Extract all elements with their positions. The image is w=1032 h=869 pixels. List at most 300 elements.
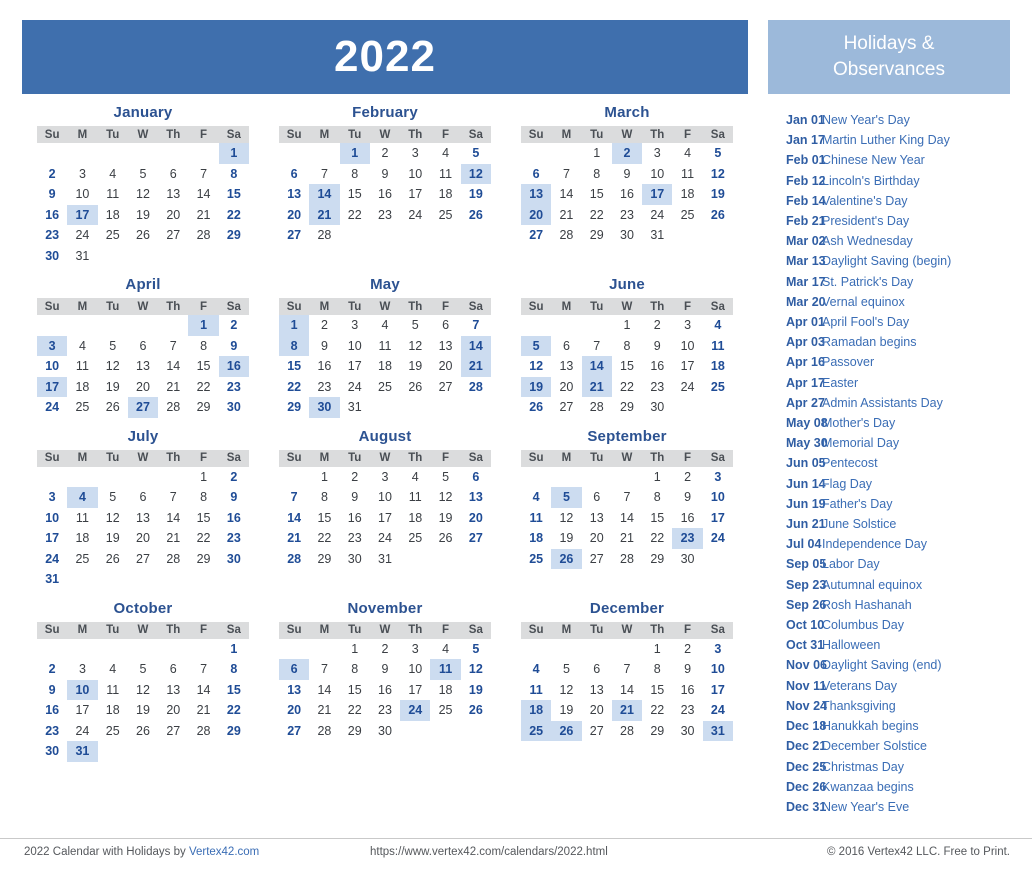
day-cell: 19 (468, 187, 483, 202)
day-cell: 16 (226, 510, 241, 525)
footer-vertex-link[interactable]: Vertex42.com (188, 846, 260, 858)
day-cell: 16 (347, 510, 362, 525)
day-cell: 9 (381, 166, 389, 181)
weekday-header-cell: M (309, 450, 339, 467)
week-row (279, 205, 491, 226)
weekday-header-cell: Su (37, 126, 67, 143)
weekday-header-cell: Tu (582, 622, 612, 639)
weekday-header-cell: F (188, 622, 218, 639)
day-cell: 7 (593, 338, 601, 353)
weekday-header-cell: F (188, 298, 218, 315)
day-cell: 16 (680, 510, 695, 525)
day-cell-holiday: 20 (521, 205, 551, 226)
page-footer (0, 838, 1032, 869)
day-cell: 4 (109, 662, 117, 677)
week-row (279, 639, 491, 660)
day-cell: 31 (378, 551, 392, 566)
day-cell: 24 (680, 379, 695, 394)
weekday-header-cell: Tu (98, 622, 128, 639)
day-cell: 9 (320, 338, 328, 353)
day-cell: 10 (408, 662, 423, 677)
day-cell-empty (461, 397, 491, 418)
holiday-name: April Fool's Day (822, 315, 910, 330)
day-cell-holiday: 2 (612, 143, 642, 164)
holiday-date: Nov 11 (786, 678, 827, 693)
day-cell: 2 (381, 641, 389, 656)
day-cell-empty (128, 639, 158, 660)
day-cell-holiday: 4 (67, 487, 97, 508)
month-table (279, 298, 491, 418)
day-cell: 15 (226, 682, 241, 697)
day-cell: 27 (287, 723, 302, 738)
month-title: April (125, 276, 161, 293)
holiday-date: Jan 17 (786, 133, 825, 148)
day-cell-empty (461, 225, 491, 246)
holiday-name: Independence Day (822, 537, 927, 552)
month-inner (37, 600, 249, 762)
day-cell: 24 (650, 207, 665, 222)
week-row (37, 659, 249, 680)
weekday-header-cell: Su (279, 298, 309, 315)
day-cell: 26 (529, 400, 544, 415)
day-cell: 6 (593, 662, 601, 677)
day-cell: 15 (226, 187, 241, 202)
holiday-name: President's Day (822, 214, 910, 229)
day-cell: 3 (714, 469, 722, 484)
weekday-header-cell: W (128, 126, 158, 143)
day-cell-empty (158, 315, 188, 336)
day-cell: 27 (287, 228, 302, 243)
week-row (37, 315, 249, 336)
day-cell: 6 (532, 166, 540, 181)
day-cell-empty (672, 225, 702, 246)
day-cell: 30 (680, 551, 695, 566)
week-row (279, 721, 491, 742)
weekday-header-cell: W (128, 298, 158, 315)
day-cell: 5 (109, 338, 117, 353)
day-cell-holiday: 12 (461, 164, 491, 185)
day-cell: 1 (200, 469, 208, 484)
day-cell: 2 (230, 469, 238, 484)
week-row (37, 205, 249, 226)
weekday-header-cell: Tu (582, 126, 612, 143)
day-cell: 23 (347, 531, 362, 546)
day-cell: 8 (230, 166, 238, 181)
week-row (521, 508, 733, 529)
day-cell-empty (400, 721, 430, 742)
day-cell: 10 (75, 187, 90, 202)
month-block (264, 104, 506, 266)
day-cell-holiday: 1 (219, 143, 249, 164)
holiday-date: Dec 21 (786, 739, 827, 754)
month-title: November (347, 599, 423, 617)
day-cell: 21 (166, 379, 181, 394)
holiday-name: Christmas Day (822, 759, 904, 774)
holiday-name: Easter (822, 375, 859, 390)
day-cell: 20 (589, 531, 604, 546)
weekday-header-cell: Sa (461, 622, 491, 639)
day-cell-holiday: 23 (672, 528, 702, 549)
holiday-name: Ramadan begins (822, 335, 917, 350)
day-cell-holiday: 16 (219, 356, 249, 377)
calendar-panel (22, 20, 748, 762)
month-block (264, 428, 506, 590)
day-cell: 22 (347, 207, 362, 222)
day-cell: 21 (559, 207, 574, 222)
weekday-header-cell: M (67, 126, 97, 143)
day-cell: 21 (620, 531, 634, 546)
month-block (264, 276, 506, 418)
day-cell: 27 (438, 379, 453, 394)
day-cell: 18 (438, 682, 453, 697)
day-cell: 26 (408, 379, 423, 394)
day-cell: 26 (468, 207, 483, 222)
holiday-name: New Year's Eve (822, 799, 910, 814)
week-row (521, 467, 733, 488)
day-cell-empty (430, 549, 460, 570)
day-cell-empty (461, 721, 491, 742)
day-cell: 4 (714, 318, 722, 333)
weekday-header-row (37, 622, 249, 639)
month-title: January (113, 104, 173, 121)
day-cell: 18 (378, 359, 392, 374)
day-cell-holiday: 31 (67, 741, 97, 762)
day-cell-holiday: 14 (582, 356, 612, 377)
day-cell: 7 (623, 662, 631, 677)
footer-copyright: © 2016 Vertex42 LLC. Free to Print. (827, 846, 1010, 858)
day-cell: 19 (559, 531, 574, 546)
holiday-date: Feb 12 (786, 173, 826, 188)
weekday-header-cell: Sa (219, 450, 249, 467)
day-cell: 20 (136, 531, 150, 546)
day-cell: 23 (45, 228, 60, 243)
holiday-row (768, 373, 1010, 393)
day-cell: 14 (287, 510, 302, 525)
holiday-date: Mar 17 (786, 274, 826, 289)
day-cell: 27 (166, 723, 181, 738)
day-cell: 25 (529, 551, 544, 566)
day-cell: 14 (196, 187, 211, 202)
weekday-header-cell: Su (279, 450, 309, 467)
day-cell: 5 (109, 490, 117, 505)
weekday-header-cell: Su (37, 298, 67, 315)
day-cell-empty (128, 143, 158, 164)
week-row (37, 246, 249, 267)
day-cell: 22 (650, 703, 665, 718)
week-row (279, 315, 491, 336)
day-cell: 8 (320, 490, 328, 505)
day-cell-empty (430, 721, 460, 742)
weekday-header-cell: W (612, 298, 642, 315)
holidays-header (768, 20, 1010, 94)
day-cell-empty (279, 639, 309, 660)
day-cell: 30 (680, 723, 695, 738)
day-cell-empty (703, 549, 733, 570)
day-cell: 25 (680, 207, 695, 222)
weekday-header-cell: M (309, 126, 339, 143)
weekday-header-cell: Su (279, 126, 309, 143)
day-cell-empty (430, 225, 460, 246)
day-cell-holiday: 24 (400, 700, 430, 721)
day-cell: 16 (650, 359, 665, 374)
month-inner (521, 428, 733, 570)
weekday-header-cell: Th (400, 450, 430, 467)
day-cell: 12 (105, 359, 120, 374)
month-title: August (358, 427, 412, 445)
day-cell: 29 (196, 400, 211, 415)
day-cell: 13 (136, 359, 150, 374)
day-cell-holiday: 25 (521, 721, 551, 742)
day-cell: 23 (45, 723, 60, 738)
day-cell: 30 (347, 551, 362, 566)
day-cell: 28 (287, 551, 302, 566)
holiday-row (768, 736, 1010, 756)
day-cell-empty (309, 639, 339, 660)
week-row (521, 143, 733, 164)
day-cell: 31 (75, 248, 90, 263)
day-cell-empty (219, 741, 249, 762)
weekday-header-cell: Th (158, 622, 188, 639)
day-cell: 26 (468, 703, 483, 718)
day-cell: 10 (45, 359, 60, 374)
weekday-header-cell: Tu (98, 126, 128, 143)
day-cell: 15 (317, 510, 332, 525)
quarter-row (22, 428, 748, 590)
month-block (22, 104, 264, 266)
day-cell: 4 (109, 166, 117, 181)
month-block (22, 428, 264, 590)
day-cell: 1 (623, 318, 631, 333)
day-cell-empty (400, 397, 430, 418)
holiday-row (768, 393, 1010, 413)
holiday-name: St. Patrick's Day (822, 274, 914, 289)
weekday-header-cell: Tu (98, 450, 128, 467)
weekday-header-cell: M (67, 298, 97, 315)
month-block (22, 600, 264, 762)
weekday-header-row (521, 126, 733, 143)
day-cell: 5 (139, 166, 147, 181)
day-cell: 23 (226, 531, 241, 546)
weekday-header-cell: Tu (340, 622, 370, 639)
day-cell: 21 (287, 531, 302, 546)
day-cell: 15 (620, 359, 634, 374)
weekday-header-row (37, 298, 249, 315)
day-cell: 5 (411, 318, 419, 333)
week-row (37, 164, 249, 185)
day-cell-holiday: 14 (461, 336, 491, 357)
month-inner (279, 276, 491, 418)
week-row (37, 569, 249, 590)
day-cell: 6 (472, 469, 480, 484)
day-cell-holiday: 21 (309, 205, 339, 226)
day-cell: 2 (48, 662, 56, 677)
holiday-name: Kwanzaa begins (822, 779, 914, 794)
weekday-header-cell: W (370, 450, 400, 467)
day-cell: 15 (650, 682, 665, 697)
day-cell: 25 (75, 551, 90, 566)
weekday-header-cell: Tu (340, 126, 370, 143)
month-title: May (370, 276, 400, 293)
day-cell: 12 (136, 682, 150, 697)
week-row (279, 467, 491, 488)
holidays-title-line1: Holidays & (843, 33, 935, 54)
week-row (521, 336, 733, 357)
day-cell-empty (188, 639, 218, 660)
week-row (37, 549, 249, 570)
weekday-header-cell: Th (158, 298, 188, 315)
month-inner (521, 600, 733, 742)
holiday-date: Sep 23 (786, 577, 827, 592)
week-row (521, 356, 733, 377)
month-title: February (352, 104, 418, 121)
month-inner (521, 276, 733, 418)
day-cell: 1 (653, 469, 661, 484)
week-row (521, 487, 733, 508)
day-cell: 13 (287, 682, 302, 697)
day-cell: 21 (166, 531, 181, 546)
holiday-date: Jun 19 (786, 496, 826, 511)
day-cell-empty (521, 639, 551, 660)
month-inner (279, 600, 491, 742)
day-cell: 7 (169, 338, 177, 353)
holiday-row (768, 554, 1010, 574)
day-cell: 28 (317, 228, 332, 243)
week-row (279, 659, 491, 680)
holiday-name: Valentine's Day (822, 193, 908, 208)
day-cell-empty (521, 315, 551, 336)
weekday-header-cell: W (612, 126, 642, 143)
holiday-name: Lincoln's Birthday (822, 173, 920, 188)
day-cell: 29 (196, 551, 211, 566)
day-cell: 8 (200, 338, 208, 353)
day-cell: 15 (287, 359, 302, 374)
holiday-row (768, 453, 1010, 473)
weekday-header-cell: M (551, 298, 581, 315)
holiday-row (768, 332, 1010, 352)
day-cell: 24 (347, 379, 362, 394)
day-cell: 3 (714, 641, 722, 656)
day-cell: 16 (378, 682, 392, 697)
day-cell: 20 (468, 510, 483, 525)
day-cell-empty (98, 246, 128, 267)
weekday-header-row (279, 622, 491, 639)
week-row (37, 741, 249, 762)
day-cell: 12 (559, 510, 574, 525)
footer-url[interactable]: https://www.vertex42.com/calendars/2022.html (370, 846, 608, 858)
day-cell: 1 (351, 641, 359, 656)
day-cell: 20 (589, 703, 604, 718)
day-cell: 10 (45, 510, 60, 525)
holiday-date: Feb 01 (786, 153, 826, 168)
day-cell-holiday: 8 (279, 336, 309, 357)
day-cell: 20 (166, 207, 181, 222)
day-cell-holiday: 1 (340, 143, 370, 164)
week-row (279, 225, 491, 246)
day-cell-empty (309, 143, 339, 164)
holiday-row (768, 110, 1010, 130)
day-cell: 4 (381, 318, 389, 333)
day-cell-holiday: 27 (128, 397, 158, 418)
day-cell: 26 (136, 723, 150, 738)
holiday-name: Flag Day (822, 476, 873, 491)
day-cell: 18 (75, 379, 90, 394)
day-cell: 8 (200, 490, 208, 505)
year-banner (22, 20, 748, 94)
day-cell: 25 (105, 228, 120, 243)
day-cell: 15 (650, 510, 665, 525)
day-cell: 9 (623, 166, 631, 181)
day-cell: 23 (680, 703, 695, 718)
weekday-header-cell: M (309, 298, 339, 315)
holiday-name: Passover (822, 355, 875, 370)
weekday-header-cell: Tu (340, 298, 370, 315)
day-cell-empty (128, 569, 158, 590)
day-cell: 12 (438, 490, 453, 505)
day-cell-empty (98, 467, 128, 488)
day-cell: 25 (438, 703, 453, 718)
holiday-date: Oct 10 (786, 618, 825, 633)
day-cell: 29 (287, 400, 302, 415)
day-cell: 14 (317, 682, 332, 697)
day-cell: 15 (347, 187, 362, 202)
day-cell: 11 (439, 166, 453, 181)
day-cell: 17 (378, 510, 392, 525)
weekday-header-cell: F (672, 622, 702, 639)
day-cell: 23 (317, 379, 332, 394)
day-cell: 19 (105, 379, 120, 394)
day-cell: 27 (559, 400, 574, 415)
day-cell: 10 (408, 166, 423, 181)
day-cell-empty (188, 569, 218, 590)
day-cell: 5 (562, 662, 570, 677)
weekday-header-cell: Th (642, 298, 672, 315)
holiday-row (768, 272, 1010, 292)
weekday-header-cell: W (370, 622, 400, 639)
holiday-name: Martin Luther King Day (822, 133, 950, 148)
day-cell: 11 (711, 338, 725, 353)
weekday-header-row (37, 126, 249, 143)
day-cell: 15 (589, 187, 604, 202)
day-cell: 13 (589, 682, 604, 697)
day-cell: 19 (105, 531, 120, 546)
day-cell: 28 (620, 551, 634, 566)
weekday-header-cell: Sa (703, 622, 733, 639)
day-cell: 3 (78, 662, 86, 677)
day-cell-holiday: 5 (521, 336, 551, 357)
day-cell-holiday: 17 (67, 205, 97, 226)
holiday-name: Labor Day (822, 557, 880, 572)
day-cell-empty (37, 467, 67, 488)
day-cell: 26 (438, 531, 453, 546)
day-cell: 11 (75, 510, 89, 525)
day-cell: 5 (472, 641, 480, 656)
day-cell: 6 (290, 166, 298, 181)
holiday-row (768, 231, 1010, 251)
month-title: December (589, 599, 665, 617)
day-cell: 19 (559, 703, 574, 718)
holiday-name: Father's Day (822, 496, 893, 511)
day-cell: 11 (408, 490, 422, 505)
day-cell: 22 (317, 531, 332, 546)
day-cell: 19 (710, 187, 725, 202)
day-cell: 31 (347, 400, 362, 415)
holiday-row (768, 171, 1010, 191)
week-row (521, 205, 733, 226)
holiday-date: Dec 31 (786, 799, 827, 814)
day-cell: 30 (226, 400, 241, 415)
day-cell-empty (67, 143, 97, 164)
day-cell: 28 (559, 228, 574, 243)
